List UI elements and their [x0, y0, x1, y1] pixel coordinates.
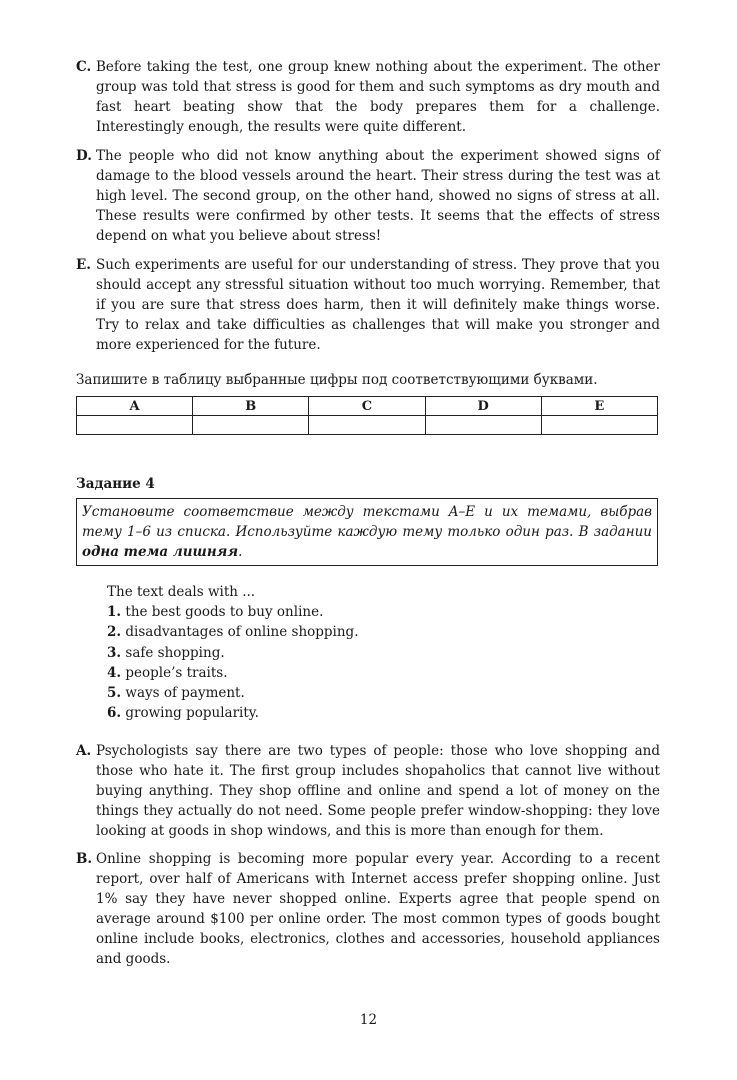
answer-cell-e[interactable] — [541, 416, 657, 435]
topic-number: 4. — [107, 664, 122, 681]
answer-table — [76, 396, 658, 435]
answer-cell-c[interactable] — [309, 416, 425, 435]
topic-text: people’s traits. — [125, 664, 228, 681]
topic-number: 6. — [107, 705, 122, 722]
paragraph-text: Such experiments are useful for our understanding of stress. They prove that you should accept any stressful situation without too much worrying. Remember, that if you are sure that stress does harm, then it will definitely make things worse. Try to relax and take difficulties as challenges that will make you stronger and more experienced for the future. — [96, 257, 660, 353]
topic-number: 3. — [107, 644, 122, 661]
paragraph-letter: E. — [76, 257, 91, 273]
answer-header-d: D — [425, 397, 541, 416]
paragraph-d — [76, 146, 660, 246]
task-title: Задание 4 — [76, 476, 155, 492]
topic-text: the best goods to buy online. — [125, 604, 324, 621]
list-item — [107, 663, 359, 683]
task-instruction-box — [76, 498, 658, 566]
task-instruction-end: . — [238, 544, 243, 560]
task-instruction-emphasis: одна тема лишняя — [82, 544, 239, 560]
paragraph-e — [76, 255, 660, 355]
paragraph-text: Psychologists say there are two types of people: those who love shopping and those who hate it. The first group includes shopaholics that cannot live without buying anything. They shop offline and online and spend a lot of money on the things they actually do not need. Some people prefer window-shopping: they love looking at goods in shop windows, and this is more than enough for them. — [96, 743, 660, 839]
paragraph-a — [76, 741, 660, 841]
topic-text: safe shopping. — [125, 644, 225, 661]
list-item — [107, 622, 359, 642]
list-item — [107, 703, 359, 723]
answer-header-e: E — [541, 397, 657, 416]
topic-text: disadvantages of online shopping. — [125, 624, 359, 641]
paragraph-letter: A. — [76, 743, 92, 759]
answer-cell-b[interactable] — [193, 416, 309, 435]
answer-header-c: C — [309, 397, 425, 416]
answer-cell-a[interactable] — [77, 416, 193, 435]
topic-list-intro: The text deals with ... — [107, 584, 256, 600]
table-instruction: Запишите в таблицу выбранные цифры под соответствующими буквами. — [76, 372, 598, 388]
paragraph-text: Before taking the test, one group knew nothing about the experiment. The other group was told that stress is good for them and such symptoms as dry mouth and fast heart beating show that the body prepares them for a challenge. Interestingly enough, the results were quite different. — [96, 59, 660, 135]
list-item — [107, 683, 359, 703]
topic-text: ways of payment. — [125, 685, 245, 702]
list-item — [107, 643, 359, 663]
paragraph-c — [76, 57, 660, 137]
paragraph-text: Online shopping is becoming more popular every year. According to a recent report, over half of Americans with Internet access prefer shopping online. Just 1% say they have never shopped online. Experts agree that people spend on average around $100 per online order. The most common types of goods bought online include books, electronics, clothes and accessories, household appliances and goods. — [96, 851, 660, 967]
paragraph-letter: C. — [76, 59, 92, 75]
paragraph-text: The people who did not know anything about the experiment showed signs of damage to the blood vessels around the heart. Their stress during the test was at high level. The second group, on the other hand, showed no signs of stress at all. These results were confirmed by other tests. It seems that the effects of stress depend on what you believe about stress! — [96, 148, 660, 244]
topic-text: growing popularity. — [125, 705, 259, 722]
list-item — [107, 602, 359, 622]
topic-number: 1. — [107, 604, 122, 621]
paragraph-b — [76, 849, 660, 969]
topic-number: 2. — [107, 624, 122, 641]
topic-number: 5. — [107, 685, 122, 702]
paragraph-letter: D. — [76, 148, 92, 164]
page-number: 12 — [359, 1012, 378, 1028]
topic-list — [107, 582, 359, 723]
paragraph-letter: B. — [76, 851, 93, 867]
answer-table-input-row — [77, 416, 658, 435]
answer-table-header-row — [77, 397, 658, 416]
task-instruction-text: Установите соответствие между текстами A–E и их темами, выбрав тему 1–6 из списка. Используйте каждую тему только один раз. В задании — [82, 504, 652, 540]
answer-cell-d[interactable] — [425, 416, 541, 435]
answer-header-b: B — [193, 397, 309, 416]
answer-header-a: A — [77, 397, 193, 416]
